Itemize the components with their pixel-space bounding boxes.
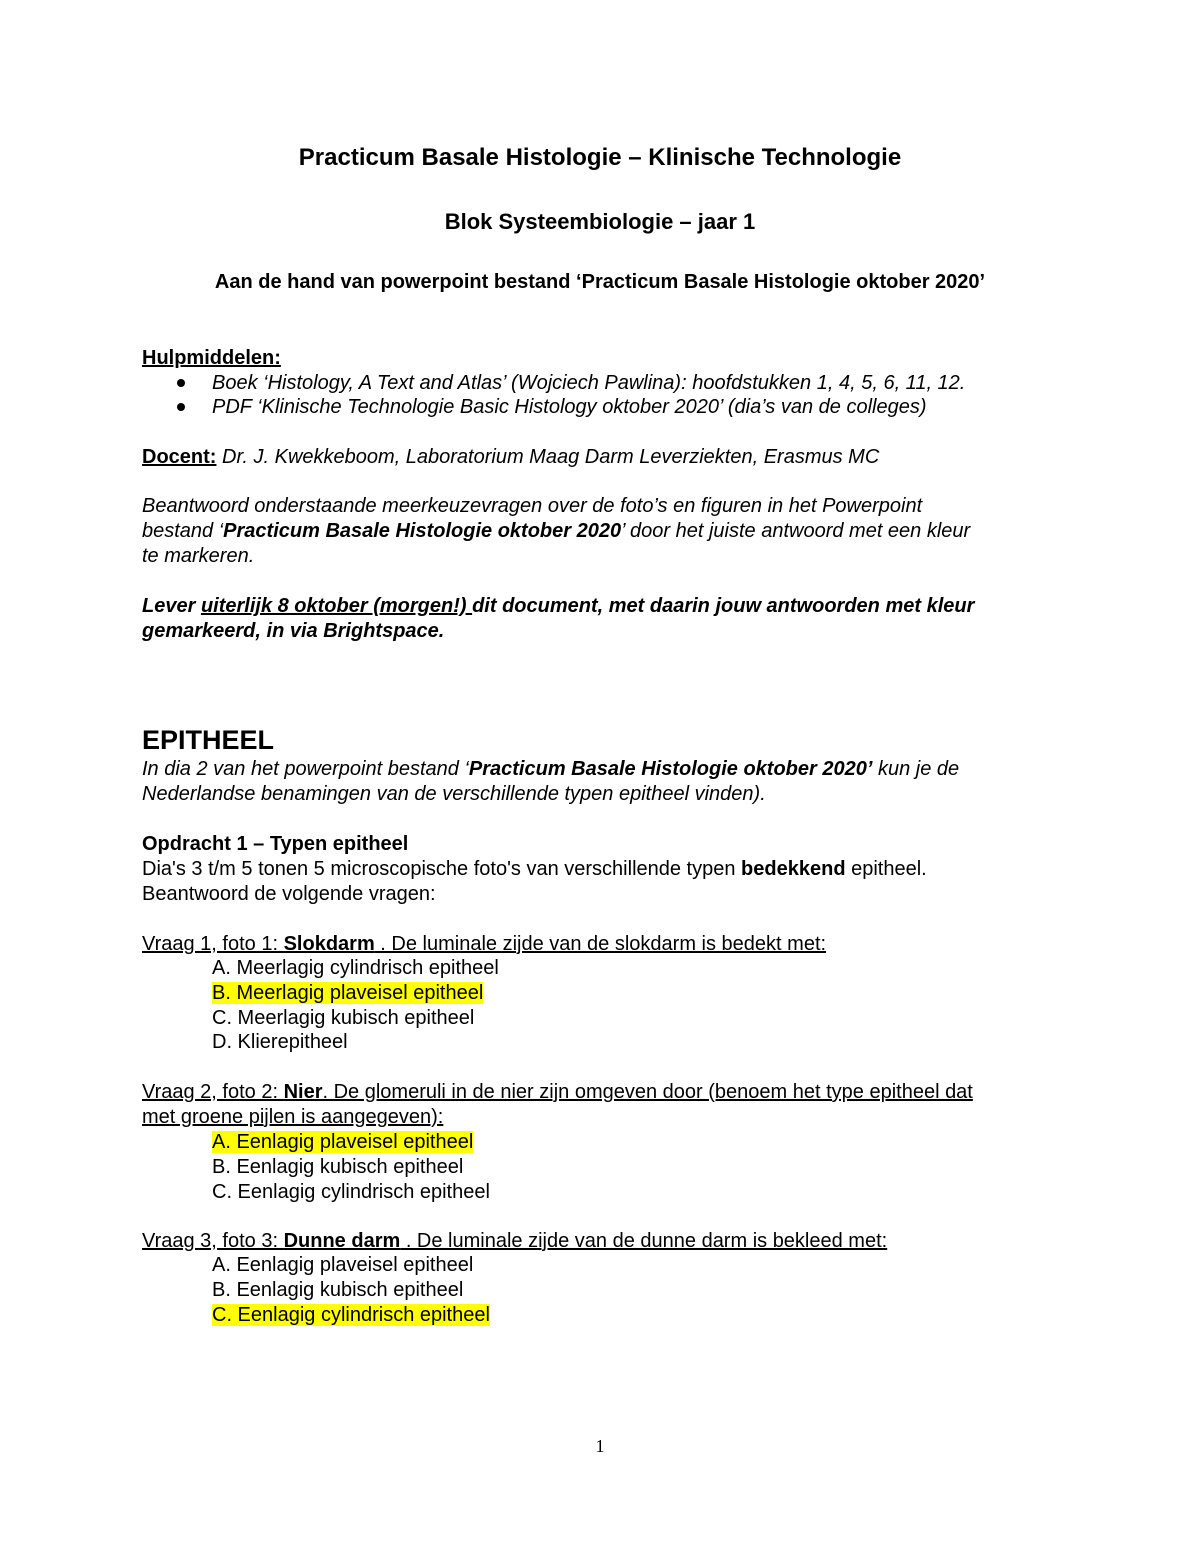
lever-line-2: gemarkeerd, in via Brightspace. [142, 620, 445, 642]
section-heading-epitheel: EPITHEEL [142, 725, 275, 755]
vraag-text: Vraag 2, foto 2: [142, 1081, 284, 1103]
answer-option-selected[interactable] [212, 981, 483, 1006]
document-title: Practicum Basale Histologie – Klinische Technologie [298, 144, 902, 171]
answer-option[interactable] [212, 1155, 463, 1180]
vraag-1-question [142, 932, 826, 957]
answer-option-text: C. Eenlagig cylindrisch epitheel [212, 1181, 490, 1203]
epitheel-intro-line-2: Nederlandse benamingen van de verschillende typen epitheel vinden). [142, 783, 766, 805]
answer-option[interactable] [212, 1278, 463, 1303]
answer-option-text: D. Klierepitheel [212, 1031, 348, 1053]
lever-line-1 [142, 594, 974, 619]
opdracht-1-desc-line-1 [142, 857, 927, 882]
opdracht-1-desc-line-2: Beantwoord de volgende vragen: [142, 883, 436, 905]
instructie-text: ’ door het juiste antwoord met een kleur [621, 520, 971, 542]
docent-label: Docent: [142, 446, 217, 468]
vraag-text: . De luminale zijde van de slokdarm is bedekt met: [374, 933, 827, 955]
vraag-text: Vraag 1, foto 1: [142, 933, 284, 955]
hulpmiddelen-label: Hulpmiddelen: [142, 347, 281, 369]
answer-option-text: B. Eenlagig kubisch epitheel [212, 1156, 464, 1178]
epitheel-intro-line-1 [142, 757, 959, 782]
answer-option-text: A. Eenlagig plaveisel epitheel [212, 1254, 474, 1276]
instructie-line-3: te markeren. [142, 545, 255, 567]
vraag-text: . De luminale zijde van de dunne darm is bekleed met: [400, 1230, 888, 1252]
bullet-icon [177, 403, 185, 411]
opdracht-text: Dia's 3 t/m 5 tonen 5 microscopische foto's van verschillende typen [142, 858, 742, 880]
instructie-line-2 [142, 519, 970, 544]
opdracht-text: epitheel. [845, 858, 927, 880]
opdracht-1-title: Opdracht 1 – Typen epitheel [142, 833, 409, 855]
epitheel-intro-text: kun je de [872, 758, 960, 780]
instructie-bold-title: Practicum Basale Histologie oktober 2020 [223, 520, 622, 542]
vraag-2-question [142, 1080, 973, 1105]
vraag-2-question-line-2: met groene pijlen is aangegeven): [142, 1106, 444, 1128]
answer-option[interactable] [212, 1030, 348, 1055]
epitheel-intro-text: In dia 2 van het powerpoint bestand ‘ [142, 758, 469, 780]
vraag-subject: Nier [283, 1081, 323, 1103]
hulpmiddelen-item-text: PDF ‘Klinische Technologie Basic Histology oktober 2020’ (dia’s van de colleges) [212, 396, 927, 418]
docent-line [142, 445, 879, 470]
vraag-subject: Dunne darm [283, 1230, 401, 1252]
answer-option-text: C. Meerlagig kubisch epitheel [212, 1007, 475, 1029]
instructie-text: bestand ‘ [142, 520, 224, 542]
answer-option[interactable] [212, 1253, 473, 1278]
answer-option-text: B. Eenlagig kubisch epitheel [212, 1279, 464, 1301]
answer-option-selected[interactable] [212, 1130, 473, 1155]
bullet-icon [177, 379, 185, 387]
answer-option-text-highlighted: C. Eenlagig cylindrisch epitheel [212, 1304, 490, 1326]
docent-value: Dr. J. Kwekkeboom, Laboratorium Maag Darm Leverziekten, Erasmus MC [216, 446, 880, 468]
answer-option[interactable] [212, 1006, 474, 1031]
hulpmiddelen-item [212, 395, 926, 420]
page-number: 1 [595, 1436, 605, 1456]
answer-option-text-highlighted: B. Meerlagig plaveisel epitheel [212, 982, 484, 1004]
document-subtitle: Blok Systeembiologie – jaar 1 [444, 209, 756, 234]
lever-deadline: uiterlijk 8 oktober (morgen!) [200, 595, 473, 617]
answer-option-selected[interactable] [212, 1303, 490, 1328]
answer-option-text: A. Meerlagig cylindrisch epitheel [212, 957, 499, 979]
instructie-line-1: Beantwoord onderstaande meerkeuzevragen over de foto’s en figuren in het Powerpoint [142, 495, 923, 517]
lever-text: dit document, met daarin jouw antwoorden met kleur [472, 595, 975, 617]
answer-option[interactable] [212, 956, 499, 981]
vraag-subject: Slokdarm [283, 933, 375, 955]
opdracht-bold: bedekkend [741, 858, 846, 880]
hulpmiddelen-item [212, 371, 965, 396]
answer-option[interactable] [212, 1180, 490, 1205]
vraag-3-question [142, 1229, 887, 1254]
vraag-text: Vraag 3, foto 3: [142, 1230, 284, 1252]
epitheel-intro-bold: Practicum Basale Histologie oktober 2020’ [468, 758, 873, 780]
document-basis-line: Aan de hand van powerpoint bestand ‘Practicum Basale Histologie oktober 2020’ [214, 271, 986, 293]
answer-option-text-highlighted: A. Eenlagig plaveisel epitheel [212, 1131, 474, 1153]
lever-text: Lever [142, 595, 201, 617]
vraag-text: . De glomeruli in de nier zijn omgeven door (benoem het type epitheel dat [322, 1081, 973, 1103]
hulpmiddelen-item-text: Boek ‘Histology, A Text and Atlas’ (Wojciech Pawlina): hoofdstukken 1, 4, 5, 6, 11, 12. [212, 372, 966, 394]
